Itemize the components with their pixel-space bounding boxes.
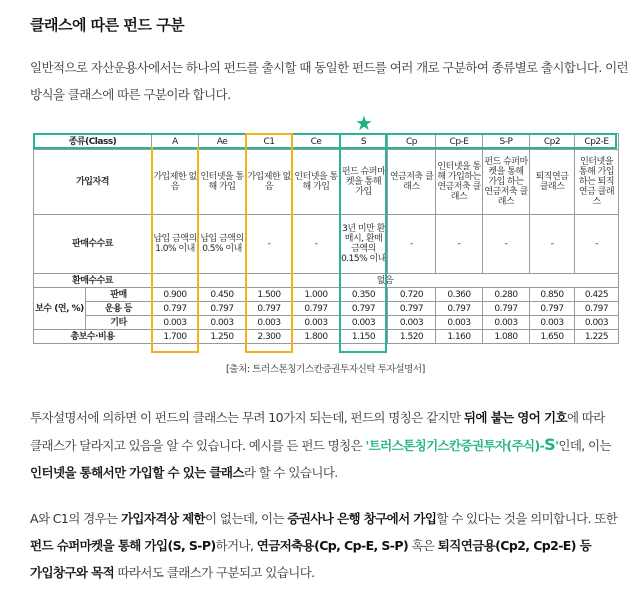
total-row [34, 330, 619, 344]
table-cell: 0.797 [199, 302, 246, 316]
table-cell: 1.520 [388, 330, 436, 344]
row-label: 환매수수료 [34, 274, 152, 288]
table-cell: 0.450 [199, 288, 246, 302]
table-cell: 1.225 [575, 330, 619, 344]
table-cell: 0.797 [293, 302, 340, 316]
class-purpose-paragraph: A와 C1의 경우는 가입자격상 제한이 없는데, 이는 증권사나 은행 창구에서 가입할 수 있다는 것을 의미합니다. 또한 펀드 슈퍼마켓을 통해 가입(S, S-P)하거나, 연금저축용(Cp, Cp-E, S-P) 혹은 퇴직연금용(Cp2, Cp2-E) 등 가입창구와 목적 따라서도 클래스가 구분되고 있습니다. [30, 511, 618, 580]
intro-paragraph: 일반적으로 자산운용사에서는 하나의 펀드를 출시할 때 동일한 펀드를 여러 개로 구분하여 종류별로 출시합니다. 이런 방식을 클래스에 따른 구분이라 합니다. [30, 60, 629, 102]
section-title: 클래스에 따른 펀드 구분 [30, 16, 185, 34]
class-header: C1 [246, 134, 293, 150]
fund-class-table-wrap [33, 111, 618, 375]
row-label: 가입자격 [34, 150, 152, 215]
table-cell: 펀드 슈퍼마켓을 통해 가입 [340, 150, 388, 215]
star-icon: ★ [355, 111, 373, 135]
table-cell: 0.797 [340, 302, 388, 316]
table-cell: 0.360 [436, 288, 483, 302]
header-label: 종류(Class) [34, 134, 152, 150]
table-cell: 인터넷을 통해 가입 [199, 150, 246, 215]
table-cell: 퇴직연금 클래스 [530, 150, 575, 215]
table-cell: 1.650 [530, 330, 575, 344]
compensation-row [34, 316, 619, 330]
table-cell: 1.500 [246, 288, 293, 302]
table-cell: 인터넷을 통해 가입하는 퇴직연금 클래스 [575, 150, 619, 215]
table-cell: 0.797 [152, 302, 199, 316]
table-cell: 0.797 [483, 302, 530, 316]
table-cell: 1.160 [436, 330, 483, 344]
table-cell: 0.003 [246, 316, 293, 330]
table-cell: 펀드 슈퍼마켓을 통해 가입 하는 연금저축 클래스 [483, 150, 530, 215]
class-header: S [340, 134, 388, 150]
row-label: 판매 [86, 288, 152, 302]
table-cell: 1.080 [483, 330, 530, 344]
table-cell: 납입 금액의 0.5% 이내 [199, 215, 246, 274]
row-label: 운용 등 [86, 302, 152, 316]
compensation-row [34, 288, 619, 302]
redemption-fee-row [34, 274, 619, 288]
class-header: Cp2-E [575, 134, 619, 150]
table-cell: 0.003 [436, 316, 483, 330]
table-cell: - [246, 215, 293, 274]
explanation-paragraph: 투자설명서에 의하면 이 펀드의 클래스는 무려 10가지 되는데, 펀드의 명칭은 같지만 뒤에 붙는 영어 기호에 따라 클래스가 달라지고 있음을 알 수 있습니다. 예시를 든 펀드 명칭은 '트러스톤칭기스칸증권투자(주식)-S'인데, 이는 인터넷을 통해서만 가입할 수 있는 클래스라 할 수 있습니다. [30, 410, 611, 480]
table-cell: 0.003 [388, 316, 436, 330]
table-cell: 0.425 [575, 288, 619, 302]
class-header: Ce [293, 134, 340, 150]
table-cell: 0.003 [152, 316, 199, 330]
table-cell: - [575, 215, 619, 274]
table-cell: 연금저축 클래스 [388, 150, 436, 215]
table-cell: 0.850 [530, 288, 575, 302]
class-header: S-P [483, 134, 530, 150]
table-cell: 0.003 [483, 316, 530, 330]
table-cell: 0.797 [246, 302, 293, 316]
table-cell: 0.003 [199, 316, 246, 330]
table-cell: 1.250 [199, 330, 246, 344]
table-cell: 0.350 [340, 288, 388, 302]
table-cell: 1.800 [293, 330, 340, 344]
compensation-row [34, 302, 619, 316]
class-header: Ae [199, 134, 246, 150]
sales-fee-row [34, 215, 619, 274]
table-cell: 1.000 [293, 288, 340, 302]
table-cell: - [483, 215, 530, 274]
table-cell: 1.700 [152, 330, 199, 344]
table-cell: 없음 [152, 274, 619, 288]
table-cell: - [388, 215, 436, 274]
table-cell: 가입제한 없음 [246, 150, 293, 215]
table-cell: 0.280 [483, 288, 530, 302]
table-cell: 0.900 [152, 288, 199, 302]
class-header: Cp [388, 134, 436, 150]
table-cell: 0.003 [340, 316, 388, 330]
table-cell: - [436, 215, 483, 274]
table-cell: 0.720 [388, 288, 436, 302]
table-cell: 2.300 [246, 330, 293, 344]
eligibility-row [34, 150, 619, 215]
row-label: 판매수수료 [34, 215, 152, 274]
table-cell: 인터넷을 통해 가입하는 연금저축 클래스 [436, 150, 483, 215]
class-header: Cp2 [530, 134, 575, 150]
table-cell: 인터넷을 통해 가입 [293, 150, 340, 215]
header-row [34, 134, 619, 150]
table-cell: - [530, 215, 575, 274]
table-cell: 0.797 [388, 302, 436, 316]
table-source: [출처: 트러스톤칭기스칸증권투자신탁 투자설명서] [226, 364, 425, 375]
fund-class-table [33, 133, 619, 344]
row-label: 기타 [86, 316, 152, 330]
row-group-label: 보수 (연, %) [34, 288, 86, 330]
table-cell: 가입제한 없음 [152, 150, 199, 215]
table-cell: 0.003 [530, 316, 575, 330]
table-cell: 1.150 [340, 330, 388, 344]
table-cell: - [293, 215, 340, 274]
table-cell: 0.003 [293, 316, 340, 330]
table-cell: 0.797 [575, 302, 619, 316]
table-cell: 0.797 [436, 302, 483, 316]
table-cell: 0.797 [530, 302, 575, 316]
row-label: 총보수·비용 [34, 330, 152, 344]
table-cell: 0.003 [575, 316, 619, 330]
table-cell: 납입 금액의 1.0% 이내 [152, 215, 199, 274]
class-header: Cp-E [436, 134, 483, 150]
class-header: A [152, 134, 199, 150]
table-cell: 3년 미만 환매시, 환매금액의 0.15% 이내 [340, 215, 388, 274]
